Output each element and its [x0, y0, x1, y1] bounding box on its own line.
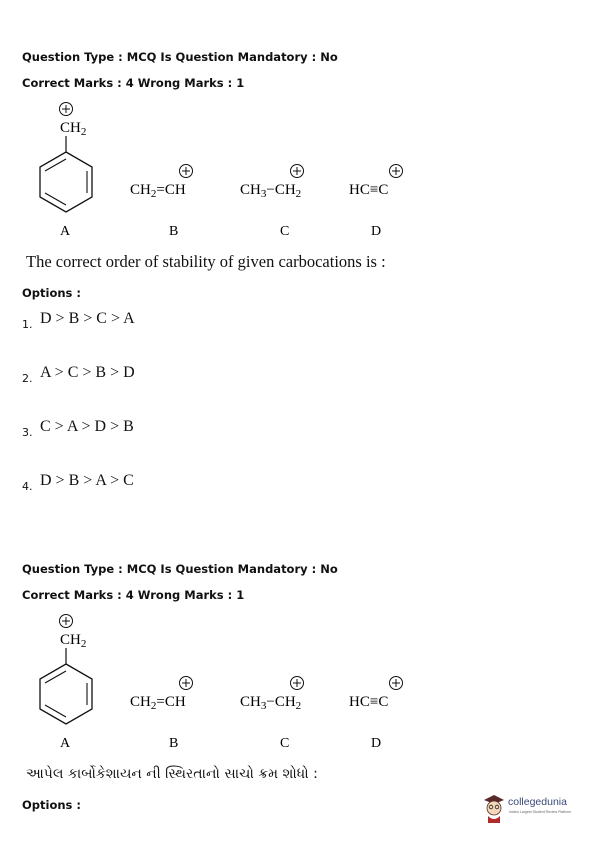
benzene-ring [40, 664, 92, 724]
carbocation-structures [20, 98, 460, 244]
structure-label-d: D [371, 736, 382, 751]
structure-label-b: B [169, 224, 179, 239]
options-label: Options : [22, 798, 81, 812]
carbocation-structures [20, 610, 460, 756]
benzene-ring [40, 152, 92, 212]
logo-tagline: India's Largest Student Review Platform [509, 810, 572, 814]
question-meta-type: Question Type : MCQ Is Question Mandatory : No [22, 50, 338, 64]
structure-c-formula: $CH_3-CH_2$ [240, 694, 302, 712]
option-number: 1. [22, 318, 33, 331]
structures-figure [20, 98, 460, 240]
option-number: 3. [22, 426, 33, 439]
option-text: A > C > B > D [40, 364, 135, 381]
structure-d [349, 677, 403, 752]
structure-c [240, 165, 304, 240]
structure-label-d: D [371, 224, 382, 239]
structure-c-formula: $CH_3-CH_2$ [240, 182, 302, 200]
structure-a-group: $CH_2$ [60, 120, 87, 138]
structure-b-formula: $CH_2=CH$ [130, 694, 186, 712]
question-meta-marks: Correct Marks : 4 Wrong Marks : 1 [22, 76, 245, 90]
structure-d [349, 165, 403, 240]
question-text-gujarati: આપેલ કાર્બોકેશાયન ની સ્થિરતાનો સાચો ક્રમ શોધો : [26, 766, 318, 782]
structure-b [130, 677, 193, 752]
structure-d-formula: HC≡C [349, 182, 389, 198]
question-meta-type: Question Type : MCQ Is Question Mandatory : No [22, 562, 338, 576]
structure-b [130, 165, 193, 240]
structure-label-c: C [280, 736, 290, 751]
structure-a [40, 615, 92, 752]
structure-a [40, 103, 92, 240]
options-label: Options : [22, 286, 81, 300]
option-number: 2. [22, 372, 33, 385]
structure-d-formula: HC≡C [349, 694, 389, 710]
logo-name: collegedunia [508, 796, 567, 808]
option-text: D > B > C > A [40, 310, 135, 327]
option-text: C > A > D > B [40, 418, 134, 435]
question-text: The correct order of stability of given carbocations is : [26, 252, 386, 271]
option-text: D > B > A > C [40, 472, 134, 489]
option-number: 4. [22, 480, 33, 493]
structure-label-a: A [60, 736, 71, 751]
structure-label-a: A [60, 224, 71, 239]
graduate-mascot-icon [482, 792, 506, 824]
structure-b-formula: $CH_2=CH$ [130, 182, 186, 200]
structure-a-group: $CH_2$ [60, 632, 87, 650]
collegedunia-logo [482, 792, 586, 828]
structure-c [240, 677, 304, 752]
question-meta-marks: Correct Marks : 4 Wrong Marks : 1 [22, 588, 245, 602]
structure-label-c: C [280, 224, 290, 239]
structure-label-b: B [169, 736, 179, 751]
structures-figure [20, 610, 460, 752]
